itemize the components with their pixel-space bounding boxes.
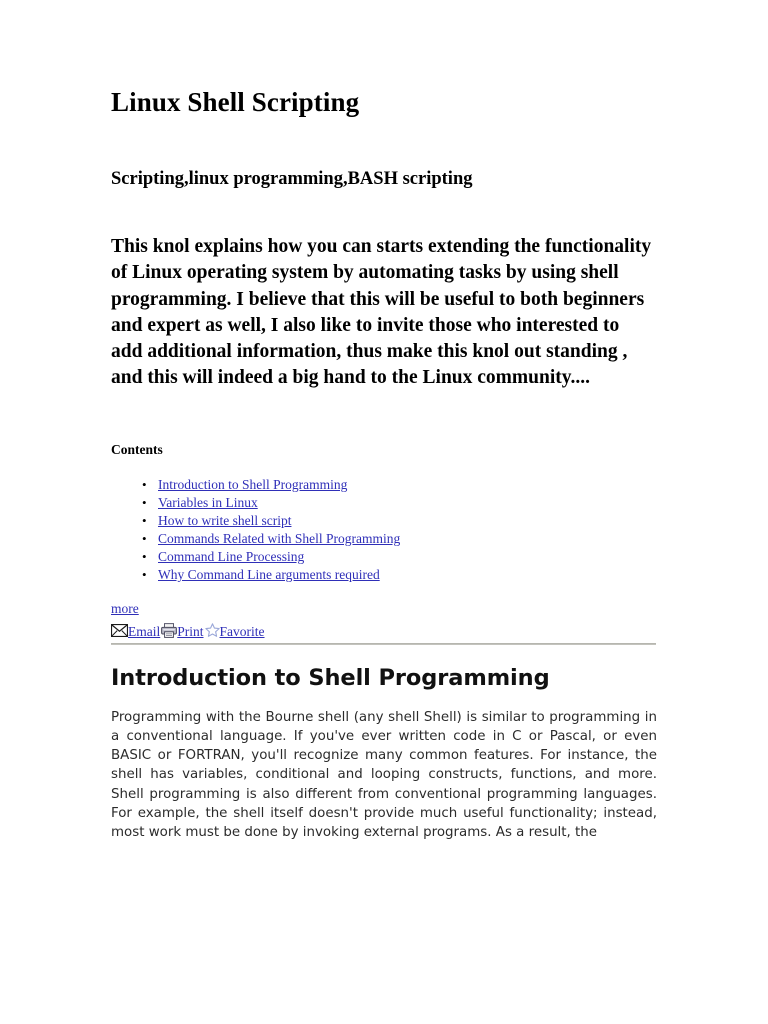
list-item	[111, 512, 657, 530]
bullet-icon: •	[142, 548, 147, 564]
section-heading-introduction: Introduction to Shell Programming	[111, 664, 550, 691]
toc-link-command-line-processing[interactable]: Command Line Processing	[158, 548, 305, 564]
toc-link-introduction[interactable]: Introduction to Shell Programming	[158, 476, 348, 492]
bullet-icon: •	[142, 530, 147, 546]
list-item	[111, 476, 657, 494]
table-of-contents	[111, 458, 657, 584]
bullet-icon: •	[142, 494, 147, 510]
share-toolbar	[111, 617, 657, 640]
page-title: Linux Shell Scripting	[111, 87, 360, 117]
toc-link-variables[interactable]: Variables in Linux	[158, 494, 258, 510]
list-item	[111, 494, 657, 512]
list-item	[111, 530, 657, 548]
bullet-icon: •	[142, 476, 147, 492]
list-item	[111, 548, 657, 566]
section-paragraph: Programming with the Bourne shell (any shell Shell) is similar to programming in a conventional language. If you've ever written code in C or Pascal, or even BASIC or FORTRAN, you'll recognize many common features. For instance, the shell has variables, conditional and looping constructs, functions, and more. Shell programming is also different from conventional programming languages. For example, the shell itself doesn't provide much useful functionality; instead, most work must be done by invoking external programs. As a result, the	[111, 709, 657, 840]
more-link[interactable]: more	[111, 600, 139, 616]
email-link[interactable]: Email	[128, 624, 161, 640]
abstract-paragraph: This knol explains how you can starts extending the functionality of Linux operating system by automating tasks by using shell programming. I believe that this will be useful to both beginners and expert as well, I also like to invite those who interested to add additional information, thus make this knol out standing , and this will indeed a big hand to the Linux community....	[111, 236, 652, 389]
favorite-link[interactable]: Favorite	[219, 624, 265, 640]
contents-heading: Contents	[111, 441, 163, 457]
print-link[interactable]: Print	[177, 624, 204, 640]
document-content	[111, 0, 657, 842]
bullet-icon: •	[142, 512, 147, 528]
star-icon[interactable]	[205, 623, 220, 637]
page-subtitle: Scripting,linux programming,BASH scripting	[111, 169, 473, 189]
more-row	[111, 584, 657, 617]
toc-link-write-shell-script[interactable]: How to write shell script	[158, 512, 292, 528]
bullet-icon: •	[142, 566, 147, 582]
toc-link-command-line-arguments[interactable]: Why Command Line arguments required	[158, 566, 380, 582]
envelope-icon[interactable]	[111, 624, 128, 637]
toc-link-commands-related[interactable]: Commands Related with Shell Programming	[158, 530, 401, 546]
list-item	[111, 566, 657, 584]
printer-icon[interactable]	[161, 623, 177, 638]
